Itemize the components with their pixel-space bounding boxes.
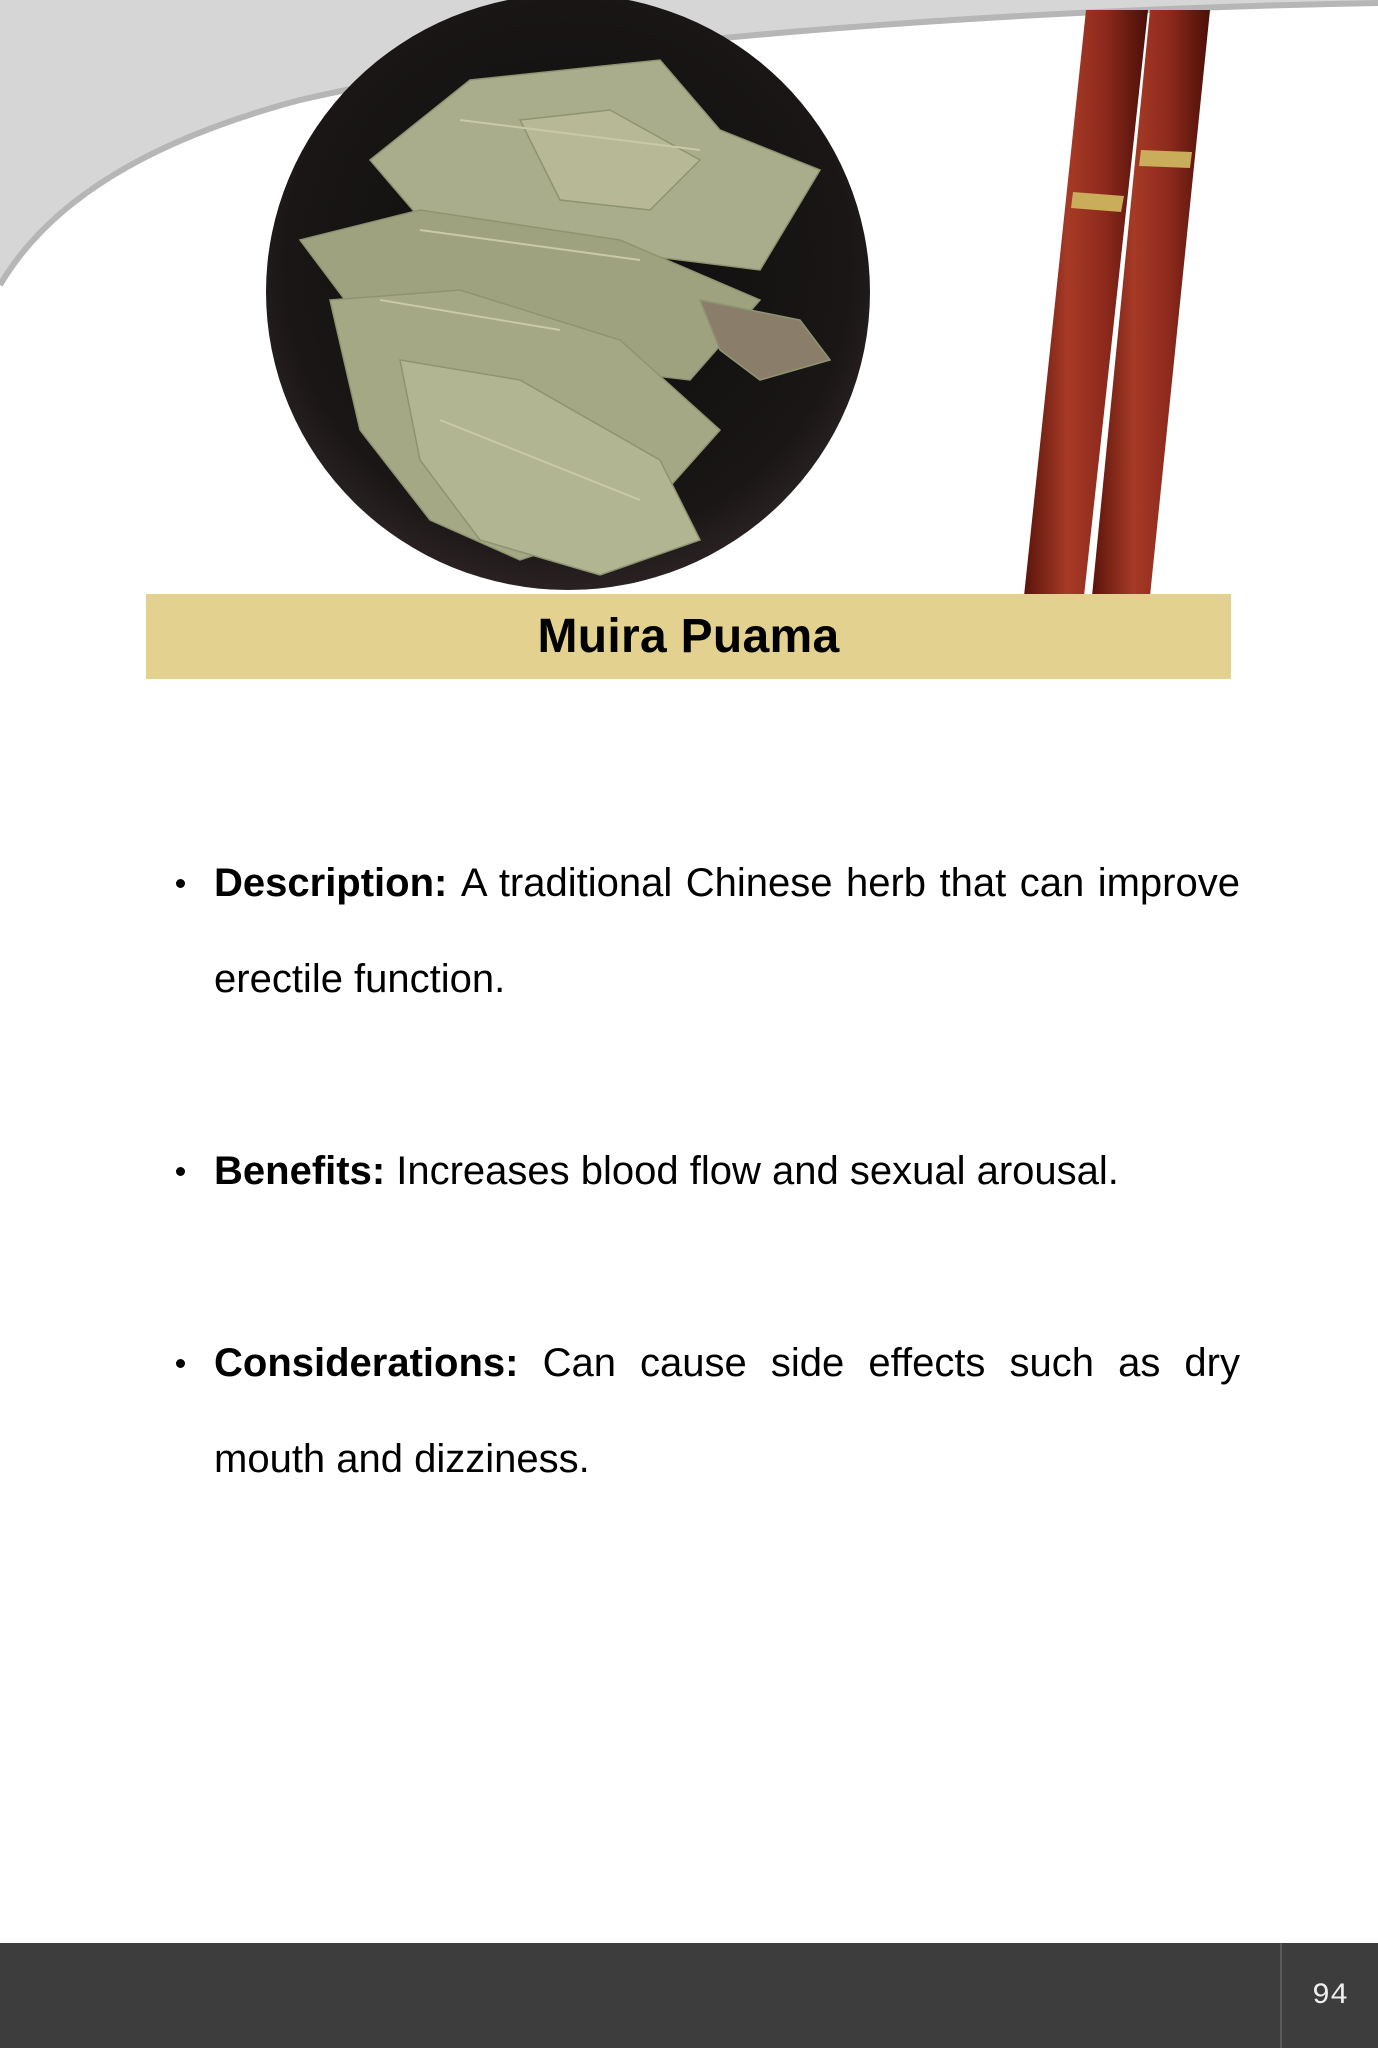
bullet-dot-icon (176, 1167, 185, 1176)
bullet-text: A traditional Chinese herb that can improve erectile function. (214, 861, 1240, 1001)
bullet-term: Benefits: (214, 1149, 397, 1193)
bullet-term: Considerations: (214, 1341, 543, 1385)
list-item-benefits (168, 1123, 1240, 1219)
page-number-box (1280, 1943, 1378, 2048)
herb-details-list (168, 835, 1240, 1507)
herb-photo (0, 0, 1378, 596)
chopsticks (1024, 10, 1210, 596)
bullet-term: Description: (214, 861, 461, 905)
bullet-dot-icon (176, 879, 185, 888)
list-item-considerations (168, 1315, 1240, 1507)
bullet-text: Can cause side effects such as dry mouth and dizziness. (214, 1341, 1240, 1481)
footer-bar (0, 1943, 1378, 2048)
page-title: Muira Puama (537, 610, 840, 663)
page-number: 94 (1311, 1978, 1348, 2013)
bullet-dot-icon (176, 1359, 185, 1368)
title-banner (146, 594, 1231, 679)
bullet-text: Increases blood flow and sexual arousal. (396, 1149, 1119, 1193)
list-item-description (168, 835, 1240, 1027)
